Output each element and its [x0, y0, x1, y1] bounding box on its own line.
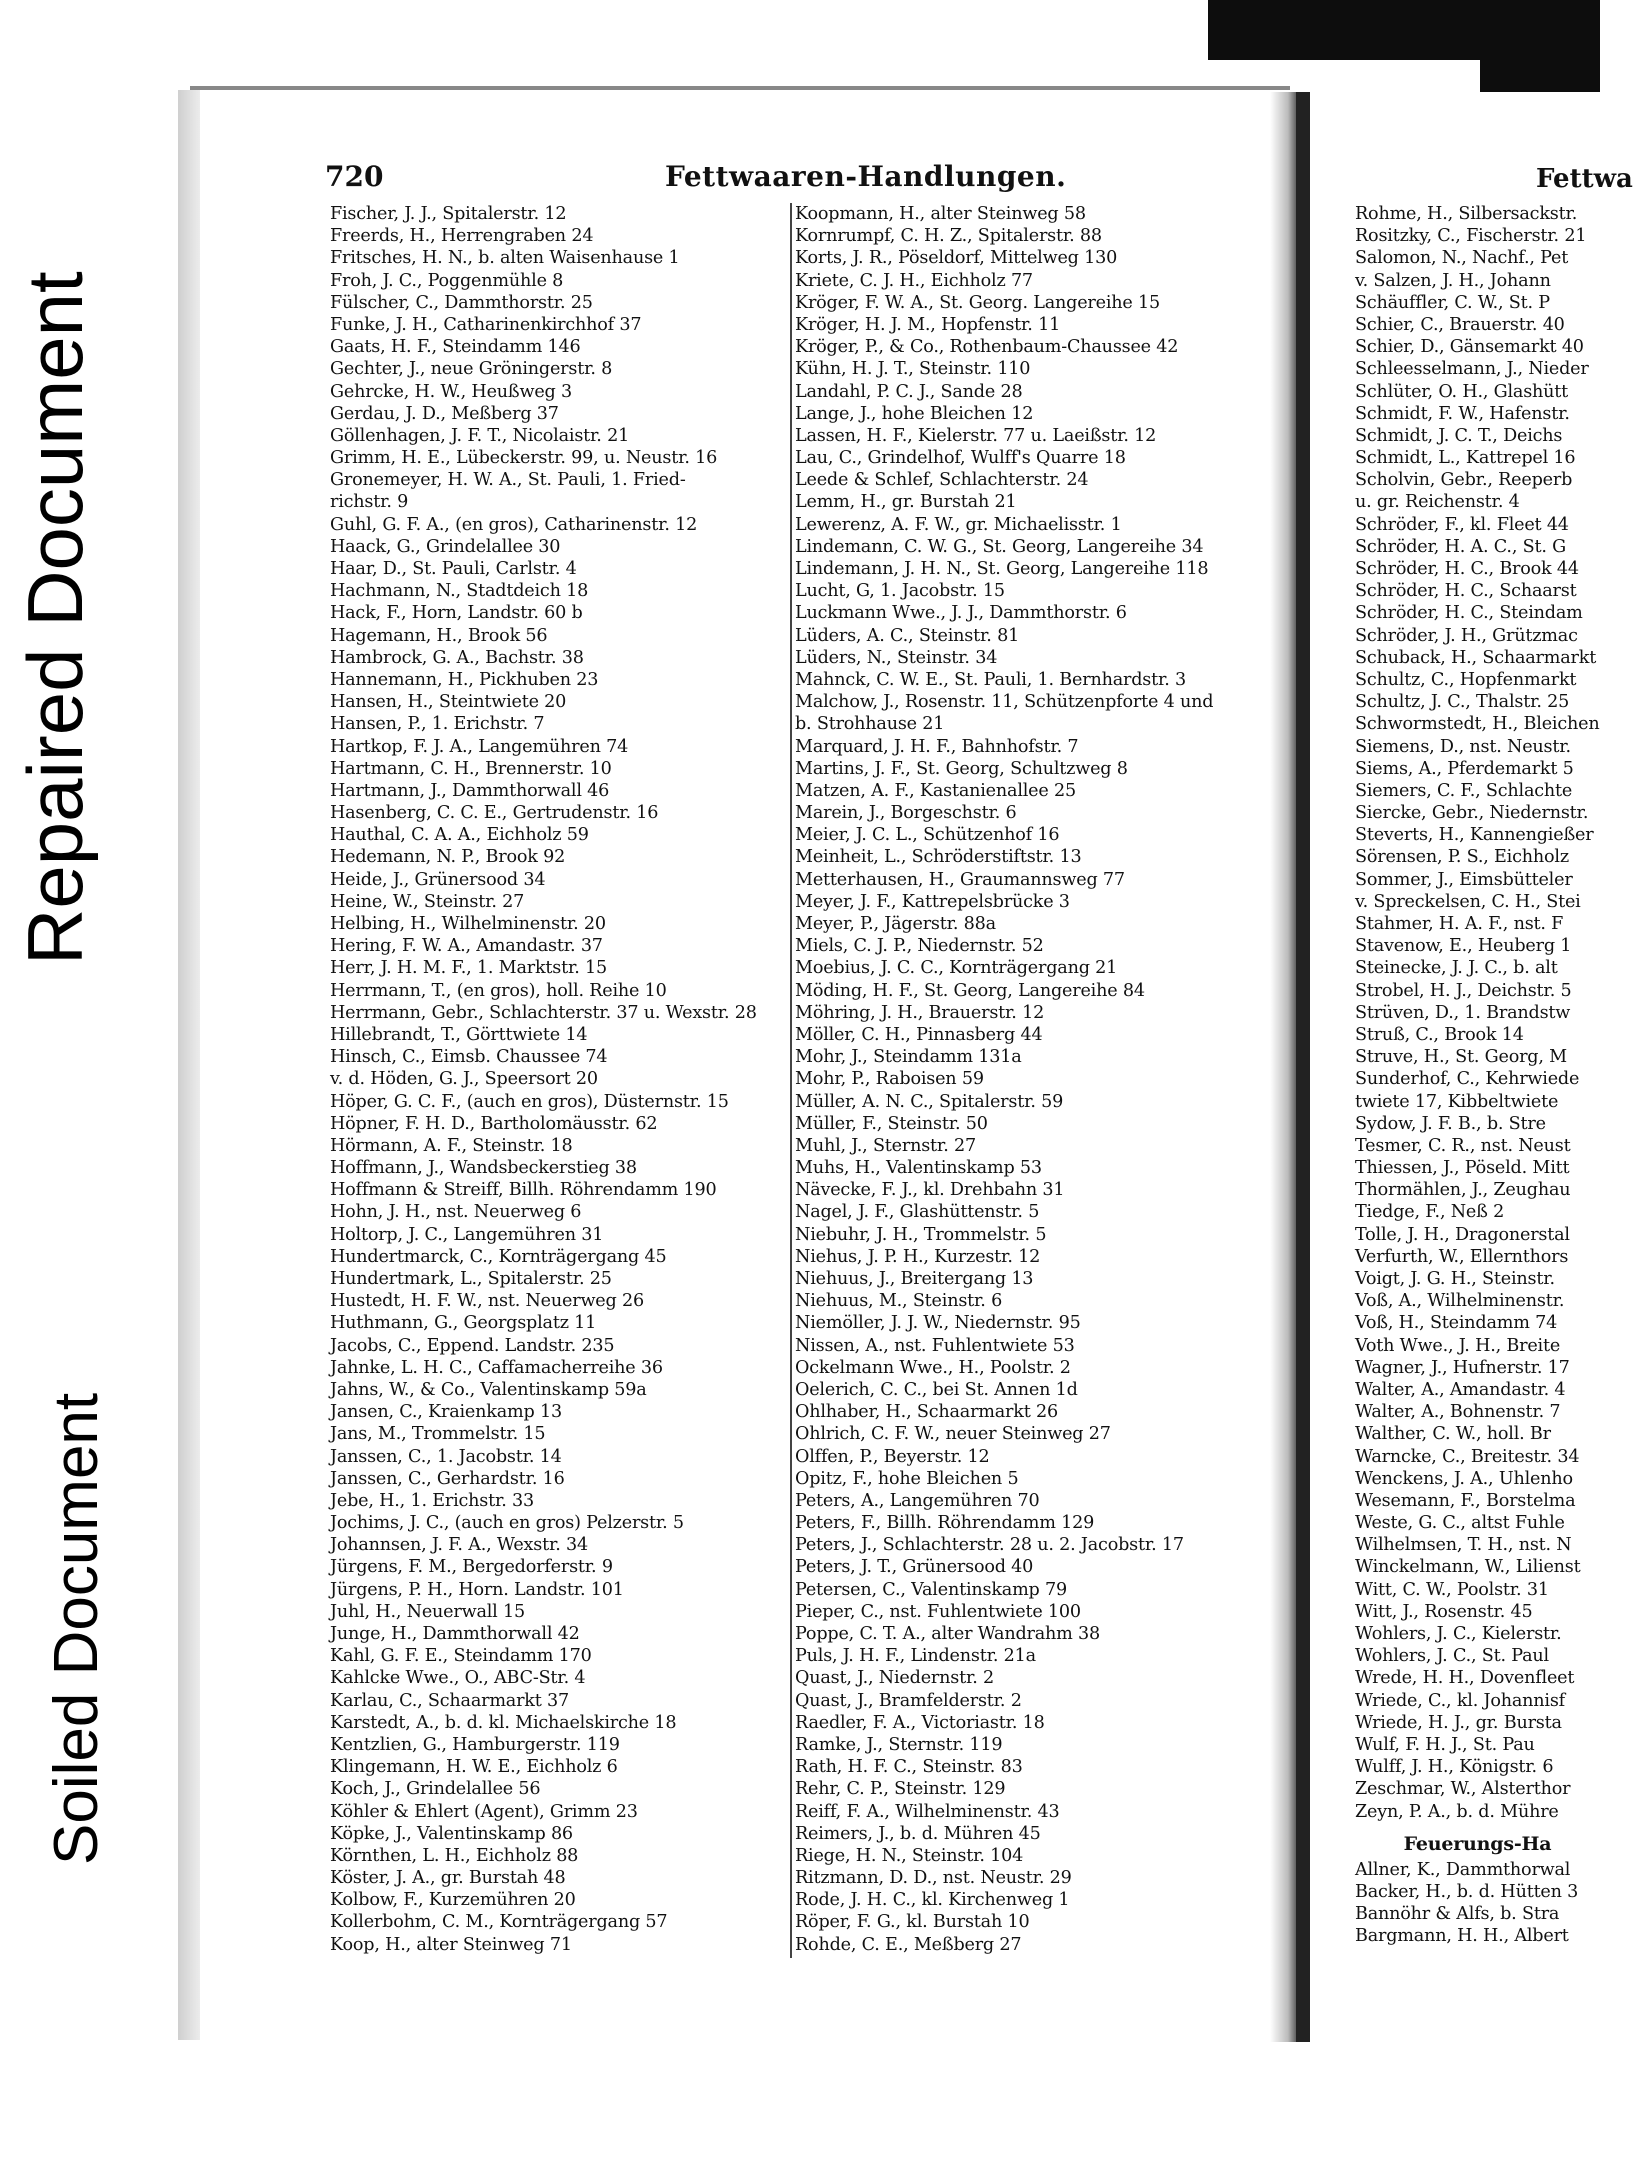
directory-entry: Lucht, G, 1. Jacobstr. 15 [795, 581, 1005, 602]
directory-entry: Rohde, C. E., Meßberg 27 [795, 1934, 1022, 1955]
directory-entry: Peters, F., Billh. Röhrendamm 129 [795, 1513, 1095, 1534]
directory-entry: Quast, J., Bramfelderstr. 2 [795, 1690, 1022, 1711]
directory-entry: Schleesselmann, J., Nieder [1355, 359, 1589, 380]
directory-entry: Mohr, P., Raboisen 59 [795, 1069, 984, 1090]
repaired-document-label: Repaired Document [11, 271, 99, 965]
directory-entry: Hinsch, C., Eimsb. Chaussee 74 [330, 1047, 608, 1068]
directory-entry: Witt, C. W., Poolstr. 31 [1355, 1579, 1549, 1600]
directory-entry: Malchow, J., Rosenstr. 11, Schützenpforte 4 und [795, 692, 1214, 713]
page-edge-shadow [178, 90, 200, 2040]
directory-entry: Moebius, J. C. C., Kornträgergang 21 [795, 958, 1118, 979]
directory-entry: Strüven, D., 1. Brandstw [1355, 1002, 1571, 1023]
directory-entry: Hustedt, H. F. W., nst. Neuerweg 26 [330, 1291, 644, 1312]
directory-entry: Freerds, H., Herrengraben 24 [330, 226, 594, 247]
directory-entry: Backer, H., b. d. Hütten 3 [1355, 1882, 1579, 1903]
directory-entry: Schultz, J. C., Thalstr. 25 [1355, 692, 1570, 713]
directory-entry: Stahmer, H. A. F., nst. F [1355, 914, 1564, 934]
directory-entry: Hedemann, N. P., Brook 92 [330, 847, 566, 868]
directory-entry: Siems, A., Pferdemarkt 5 [1355, 758, 1574, 779]
directory-entry: Lindemann, C. W. G., St. Georg, Langereihe 34 [795, 536, 1204, 557]
directory-entry: Miels, C. J. P., Niedernstr. 52 [795, 936, 1044, 957]
directory-entry: Warncke, C., Breitestr. 34 [1355, 1446, 1580, 1467]
directory-entry: Klingemann, H. W. E., Eichholz 6 [330, 1757, 618, 1778]
directory-entry: Verfurth, W., Ellernthors [1355, 1246, 1569, 1267]
directory-entry: Rath, H. F. C., Steinstr. 83 [795, 1757, 1023, 1778]
directory-entry: Gechter, J., neue Gröningerstr. 8 [330, 359, 613, 380]
directory-entry: Wenckens, J. A., Uhlenho [1355, 1468, 1573, 1489]
directory-entry: Herrmann, Gebr., Schlachterstr. 37 u. Wexstr. 28 [330, 1002, 757, 1023]
directory-entry: Wriede, C., kl. Johannisf [1355, 1690, 1565, 1711]
directory-entry: Voigt, J. G. H., Steinstr. [1355, 1269, 1555, 1289]
directory-entry: Karlau, C., Schaarmarkt 37 [330, 1690, 570, 1711]
directory-entry: Mahnck, C. W. E., St. Pauli, 1. Bernhardstr. 3 [795, 669, 1187, 690]
directory-entry: Landahl, P. C. J., Sande 28 [795, 381, 1023, 402]
directory-entry: Matzen, A. F., Kastanienallee 25 [795, 780, 1076, 801]
directory-entry: Kröger, H. J. M., Hopfenstr. 11 [795, 314, 1061, 335]
directory-entry: Hasenberg, C. C. E., Gertrudenstr. 16 [330, 803, 659, 824]
directory-entry: Meyer, J. F., Kattrepelsbrücke 3 [795, 891, 1070, 912]
directory-entry: Jochims, J. C., (auch en gros) Pelzerstr. 5 [330, 1513, 684, 1534]
directory-entry: Jansen, C., Kraienkamp 13 [330, 1402, 562, 1423]
directory-entry: Niebuhr, J. H., Trommelstr. 5 [795, 1224, 1047, 1245]
directory-entry: Jahns, W., & Co., Valentinskamp 59a [330, 1379, 647, 1400]
directory-entry: Opitz, F., hohe Bleichen 5 [795, 1468, 1019, 1489]
directory-entry: Steinecke, J. J. C., b. alt [1355, 958, 1558, 979]
directory-entry: v. Salzen, J. H., Johann [1355, 270, 1551, 291]
directory-entry: Voß, A., Wilhelminenstr. [1355, 1291, 1565, 1312]
directory-entry: Raedler, F. A., Victoriastr. 18 [795, 1712, 1045, 1733]
directory-entry: Zeschmar, W., Alsterthor [1355, 1779, 1571, 1800]
directory-entry: Kollerbohm, C. M., Kornträgergang 57 [330, 1912, 668, 1933]
directory-entry: Wriede, H. J., gr. Bursta [1355, 1712, 1562, 1733]
directory-entry: Korts, J. R., Pöseldorf, Mittelweg 130 [795, 248, 1118, 269]
directory-entry: Haack, G., Grindelallee 30 [330, 536, 561, 557]
directory-entry: Schier, D., Gänsemarkt 40 [1355, 337, 1584, 358]
directory-entry: Schlüter, O. H., Glashütt [1355, 381, 1569, 402]
directory-entry: Schröder, H. C., Steindam [1355, 603, 1583, 624]
directory-entry: Kriete, C. J. H., Eichholz 77 [795, 270, 1033, 291]
directory-entry: Nävecke, F. J., kl. Drehbahn 31 [795, 1180, 1065, 1201]
directory-entry: Koop, H., alter Steinweg 71 [330, 1934, 572, 1955]
directory-entry: Hansen, P., 1. Erichstr. 7 [330, 714, 545, 735]
directory-entry: Muhl, J., Sternstr. 27 [795, 1135, 976, 1156]
directory-entry: Schuback, H., Schaarmarkt [1355, 647, 1597, 668]
directory-entry: Marein, J., Borgeschstr. 6 [795, 803, 1017, 824]
directory-entry: Oelerich, C. C., bei St. Annen 1d [795, 1379, 1078, 1400]
directory-entry: Gehrcke, H. W., Heußweg 3 [330, 381, 572, 402]
directory-entry: Gronemeyer, H. W. A., St. Pauli, 1. Fried- [330, 470, 686, 491]
directory-entry: Röper, F. G., kl. Burstah 10 [795, 1912, 1030, 1933]
directory-entry: Lindemann, J. H. N., St. Georg, Langereihe 118 [795, 559, 1209, 579]
directory-entry: Wrede, H. H., Dovenfleet [1355, 1668, 1575, 1689]
directory-entry: Wagner, J., Hufnerstr. 17 [1355, 1357, 1570, 1378]
directory-entry: Siemens, D., nst. Neustr. [1355, 736, 1571, 757]
directory-entry: Hoffmann & Streiff, Billh. Röhrendamm 190 [330, 1180, 717, 1201]
directory-entry: Meinheit, L., Schröderstiftstr. 13 [795, 847, 1082, 868]
directory-entry: Hohn, J. H., nst. Neuerweg 6 [330, 1202, 582, 1223]
directory-entry: Jans, M., Trommelstr. 15 [330, 1424, 546, 1445]
directory-entry: Hundertmarck, C., Kornträgergang 45 [330, 1246, 667, 1267]
directory-entry: Köster, J. A., gr. Burstah 48 [330, 1868, 566, 1889]
directory-entry: Rohme, H., Silbersackstr. [1355, 204, 1578, 224]
directory-entry: Kröger, F. W. A., St. Georg. Langereihe 15 [795, 292, 1160, 313]
directory-entry: Niemöller, J. J. W., Niedernstr. 95 [795, 1313, 1081, 1334]
directory-entry: Jürgens, F. M., Bergedorferstr. 9 [330, 1557, 613, 1578]
directory-entry: Schröder, J. H., Grützmac [1355, 625, 1578, 646]
directory-entry: Wesemann, F., Borstelma [1355, 1490, 1576, 1511]
directory-entry: Juhl, H., Neuerwall 15 [330, 1601, 525, 1622]
scan-dark-border-2 [1480, 0, 1600, 100]
directory-entry: Poppe, C. T. A., alter Wandrahm 38 [795, 1624, 1101, 1644]
directory-entry: Meyer, P., Jägerstr. 88a [795, 914, 996, 934]
directory-entry: Hillebrandt, T., Görttwiete 14 [330, 1024, 588, 1045]
directory-entry: Kröger, P., & Co., Rothenbaum-Chaussee 42 [795, 337, 1179, 358]
directory-entry: Hörmann, A. F., Steinstr. 18 [330, 1135, 573, 1156]
directory-entry: Kentzlien, G., Hamburgerstr. 119 [330, 1734, 620, 1755]
directory-entry: Petersen, C., Valentinskamp 79 [795, 1579, 1068, 1600]
directory-entry: Niehuus, J., Breitergang 13 [795, 1269, 1034, 1289]
directory-entry: Reiff, F. A., Wilhelminenstr. 43 [795, 1801, 1060, 1822]
directory-entry: Siemers, C. F., Schlachte [1355, 780, 1573, 801]
directory-entry: Walter, A., Bohnenstr. 7 [1355, 1402, 1561, 1423]
directory-entry: Struß, C., Brook 14 [1355, 1024, 1524, 1045]
directory-entry: Riege, H. N., Steinstr. 104 [795, 1845, 1024, 1866]
directory-entry: Sörensen, P. S., Eichholz [1355, 847, 1569, 868]
directory-entry: Schwormstedt, H., Bleichen [1355, 714, 1600, 735]
directory-entry: Koopmann, H., alter Steinweg 58 [795, 204, 1086, 224]
directory-entry: Peters, J., Schlachterstr. 28 u. 2. Jacobstr. 17 [795, 1535, 1184, 1556]
directory-entry: v. Spreckelsen, C. H., Stei [1355, 891, 1581, 912]
directory-entry: Hering, F. W. A., Amandastr. 37 [330, 936, 603, 957]
directory-entry: Zeyn, P. A., b. d. Mühre [1355, 1801, 1559, 1822]
directory-entry: Reimers, J., b. d. Mühren 45 [795, 1823, 1041, 1844]
directory-entry: Hoffmann, J., Wandsbeckerstieg 38 [330, 1158, 637, 1179]
directory-entry: Möding, H. F., St. Georg, Langereihe 84 [795, 980, 1145, 1001]
directory-entry: Herrmann, T., (en gros), holl. Reihe 10 [330, 980, 667, 1001]
directory-entry: Meier, J. C. L., Schützenhof 16 [795, 825, 1060, 846]
directory-entry: Lau, C., Grindelhof, Wulff's Quarre 18 [795, 448, 1126, 469]
directory-entry: Siercke, Gebr., Niedernstr. [1355, 803, 1589, 824]
directory-entry: Steverts, H., Kannengießer [1355, 825, 1594, 846]
directory-entry: Froh, J. C., Poggenmühle 8 [330, 270, 564, 291]
directory-entry: Holtorp, J. C., Langemühren 31 [330, 1224, 604, 1245]
directory-entry: Thormählen, J., Zeughau [1355, 1180, 1571, 1201]
directory-entry: Hagemann, H., Brook 56 [330, 625, 548, 646]
directory-entry: Jacobs, C., Eppend. Landstr. 235 [330, 1335, 615, 1356]
directory-entry: Sydow, J. F. B., b. Stre [1355, 1113, 1546, 1134]
directory-entry: Huthmann, G., Georgsplatz 11 [330, 1313, 597, 1334]
directory-entry: v. d. Höden, G. J., Speersort 20 [330, 1069, 598, 1090]
directory-entry: Hambrock, G. A., Bachstr. 38 [330, 647, 584, 668]
directory-entry: Schröder, H. C., Brook 44 [1355, 559, 1579, 579]
directory-entry: Kahl, G. F. E., Steindamm 170 [330, 1646, 592, 1667]
directory-entry: Gaats, H. F., Steindamm 146 [330, 337, 581, 358]
directory-entry: Tesmer, C. R., nst. Neust [1355, 1135, 1571, 1156]
page-number: 720 [325, 160, 384, 193]
directory-entry: u. gr. Reichenstr. 4 [1355, 492, 1520, 513]
directory-entry: Hartkop, F. J. A., Langemühren 74 [330, 736, 629, 757]
directory-entry: Höpner, F. H. D., Bartholomäusstr. 62 [330, 1113, 658, 1134]
directory-entry: Schultz, C., Hopfenmarkt [1355, 669, 1577, 690]
directory-column-2 [795, 203, 1267, 1956]
directory-entry: Salomon, N., Nachf., Pet [1355, 248, 1569, 269]
binding-shadow [1296, 92, 1310, 2042]
directory-entry: Schäuffler, C. W., St. P [1355, 292, 1550, 313]
directory-entry: Fülscher, C., Dammthorstr. 25 [330, 292, 593, 313]
directory-entry: Sunderhof, C., Kehrwiede [1355, 1069, 1580, 1090]
directory-entry: Wulff, J. H., Königstr. 6 [1355, 1757, 1554, 1778]
directory-entry: Junge, H., Dammthorwall 42 [330, 1624, 580, 1644]
directory-entry: Hansen, H., Steintwiete 20 [330, 692, 567, 713]
directory-entry: Wulf, F. H. J., St. Pau [1355, 1734, 1535, 1755]
directory-entry: Hannemann, H., Pickhuben 23 [330, 669, 599, 690]
directory-entry: Pieper, C., nst. Fuhlentwiete 100 [795, 1601, 1081, 1622]
directory-entry: Weste, G. C., altst Fuhle [1355, 1513, 1565, 1534]
directory-entry: Voth Wwe., J. H., Breite [1355, 1335, 1561, 1356]
directory-entry: Ohlhaber, H., Schaarmarkt 26 [795, 1402, 1058, 1423]
directory-entry: Johannsen, J. F. A., Wexstr. 34 [330, 1535, 589, 1556]
directory-entry: Tolle, J. H., Dragonerstal [1355, 1224, 1570, 1245]
directory-entry: Lüders, A. C., Steinstr. 81 [795, 625, 1020, 646]
directory-entry: Martins, J. F., St. Georg, Schultzweg 8 [795, 758, 1128, 779]
directory-entry: Witt, J., Rosenstr. 45 [1355, 1601, 1533, 1622]
directory-entry: Lange, J., hohe Bleichen 12 [795, 403, 1034, 424]
directory-entry: Bargmann, H. H., Albert [1355, 1926, 1569, 1947]
directory-entry: Möhring, J. H., Brauerstr. 12 [795, 1002, 1045, 1023]
directory-entry: Schier, C., Brauerstr. 40 [1355, 314, 1565, 335]
directory-entry: b. Strohhause 21 [795, 714, 945, 735]
section-heading: Feuerungs-Ha [1403, 1832, 1552, 1855]
directory-entry: Thiessen, J., Pöseld. Mitt [1355, 1158, 1570, 1179]
directory-entry: twiete 17, Kibbeltwiete [1355, 1091, 1559, 1112]
directory-entry: Wohlers, J. C., St. Paul [1355, 1646, 1549, 1667]
page-top-edge [190, 86, 1290, 90]
directory-column-3 [1355, 203, 1600, 1948]
directory-entry: Hauthal, C. A. A., Eichholz 59 [330, 825, 589, 846]
directory-entry: Kahlcke Wwe., O., ABC-Str. 4 [330, 1668, 586, 1689]
directory-entry: Schmidt, J. C. T., Deichs [1355, 425, 1563, 446]
directory-entry: Niehuus, M., Steinstr. 6 [795, 1291, 1003, 1312]
directory-entry: Sommer, J., Eimsbütteler [1355, 869, 1573, 890]
directory-entry: Hartmann, C. H., Brennerstr. 10 [330, 758, 612, 779]
page-title: Fettwaaren-Handlungen. [665, 160, 1067, 193]
directory-entry: Gerdau, J. D., Meßberg 37 [330, 403, 559, 424]
directory-entry: Peters, A., Langemühren 70 [795, 1490, 1040, 1511]
directory-entry: Grimm, H. E., Lübeckerstr. 99, u. Neustr. 16 [330, 448, 718, 469]
directory-entry: Strobel, H. J., Deichstr. 5 [1355, 980, 1572, 1001]
directory-entry: Höper, G. C. F., (auch en gros), Düsternstr. 15 [330, 1091, 729, 1112]
directory-entry: Koch, J., Grindelallee 56 [330, 1779, 541, 1800]
directory-entry: Lemm, H., gr. Burstah 21 [795, 492, 1017, 513]
directory-entry: Walter, A., Amandastr. 4 [1355, 1379, 1566, 1400]
directory-entry: Herr, J. H. M. F., 1. Marktstr. 15 [330, 958, 608, 979]
directory-entry: Möller, C. H., Pinnasberg 44 [795, 1024, 1043, 1045]
directory-entry: Lassen, H. F., Kielerstr. 77 u. Laeißstr. 12 [795, 425, 1157, 446]
directory-entry: Nissen, A., nst. Fuhlentwiete 53 [795, 1335, 1075, 1356]
directory-entry: Kühn, H. J. T., Steinstr. 110 [795, 359, 1031, 380]
directory-entry: Nagel, J. F., Glashüttenstr. 5 [795, 1202, 1040, 1223]
directory-entry: Köhler & Ehlert (Agent), Grimm 23 [330, 1801, 638, 1822]
directory-entry: Hartmann, J., Dammthorwall 46 [330, 780, 610, 801]
column-divider [790, 203, 792, 1958]
directory-entry: Jürgens, P. H., Horn. Landstr. 101 [330, 1579, 624, 1600]
right-page-title: Fettwa [1536, 164, 1633, 194]
soiled-document-label: Soiled Document [42, 1392, 111, 1865]
directory-entry: Hundertmark, L., Spitalerstr. 25 [330, 1269, 612, 1289]
directory-entry: Heide, J., Grünersood 34 [330, 869, 546, 890]
directory-entry: Niehus, J. P. H., Kurzestr. 12 [795, 1246, 1041, 1267]
directory-entry: Schröder, F., kl. Fleet 44 [1355, 514, 1569, 535]
directory-entry: richstr. 9 [330, 492, 409, 513]
directory-entry: Hack, F., Horn, Landstr. 60 b [330, 603, 583, 624]
directory-entry: Kolbow, F., Kurzemühren 20 [330, 1890, 576, 1911]
directory-entry: Rode, J. H. C., kl. Kirchenweg 1 [795, 1890, 1070, 1911]
directory-entry: Kornrumpf, C. H. Z., Spitalerstr. 88 [795, 226, 1102, 247]
directory-entry: Wilhelmsen, T. H., nst. N [1355, 1535, 1572, 1556]
directory-entry: Funke, J. H., Catharinenkirchhof 37 [330, 314, 642, 335]
directory-column-1 [330, 203, 795, 1956]
directory-entry: Voß, H., Steindamm 74 [1355, 1313, 1558, 1334]
directory-entry: Stavenow, E., Heuberg 1 [1355, 936, 1572, 957]
directory-entry: Karstedt, A., b. d. kl. Michaelskirche 18 [330, 1712, 677, 1733]
directory-entry: Ritzmann, D. D., nst. Neustr. 29 [795, 1868, 1072, 1889]
directory-entry: Hachmann, N., Stadtdeich 18 [330, 581, 589, 602]
directory-entry: Rehr, C. P., Steinstr. 129 [795, 1779, 1006, 1800]
directory-entry: Schröder, H. A. C., St. G [1355, 536, 1566, 557]
directory-entry: Lewerenz, A. F. W., gr. Michaelisstr. 1 [795, 514, 1122, 535]
directory-entry: Schmidt, L., Kattrepel 16 [1355, 448, 1576, 469]
directory-entry: Körnthen, L. H., Eichholz 88 [330, 1845, 579, 1866]
directory-entry: Scholvin, Gebr., Reeperb [1355, 470, 1573, 491]
directory-entry: Fischer, J. J., Spitalerstr. 12 [330, 204, 567, 224]
directory-entry: Luckmann Wwe., J. J., Dammthorstr. 6 [795, 603, 1127, 624]
directory-entry: Köpke, J., Valentinskamp 86 [330, 1823, 573, 1844]
directory-entry: Jahnke, L. H. C., Caffamacherreihe 36 [330, 1357, 663, 1378]
directory-entry: Leede & Schlef, Schlachterstr. 24 [795, 470, 1089, 491]
directory-entry: Metterhausen, H., Graumannsweg 77 [795, 869, 1125, 890]
directory-entry: Marquard, J. H. F., Bahnhofstr. 7 [795, 736, 1079, 757]
directory-entry: Ohlrich, C. F. W., neuer Steinweg 27 [795, 1424, 1111, 1445]
directory-entry: Winckelmann, W., Lilienst [1355, 1557, 1581, 1578]
directory-entry: Lüders, N., Steinstr. 34 [795, 647, 998, 668]
directory-entry: Wohlers, J. C., Kielerstr. [1355, 1624, 1562, 1644]
directory-entry: Puls, J. H. F., Lindenstr. 21a [795, 1646, 1036, 1667]
directory-entry: Allner, K., Dammthorwal [1355, 1859, 1571, 1880]
directory-entry: Janssen, C., 1. Jacobstr. 14 [330, 1446, 562, 1467]
directory-entry: Tiedge, F., Neß 2 [1355, 1202, 1505, 1223]
directory-entry: Muhs, H., Valentinskamp 53 [795, 1158, 1042, 1179]
directory-entry: Schröder, H. C., Schaarst [1355, 581, 1577, 602]
directory-entry: Müller, F., Steinstr. 50 [795, 1113, 988, 1134]
directory-entry: Heine, W., Steinstr. 27 [330, 891, 525, 912]
directory-entry: Schmidt, F. W., Hafenstr. [1355, 403, 1570, 424]
directory-entry: Rositzky, C., Fischerstr. 21 [1355, 226, 1587, 247]
directory-entry: Walther, C. W., holl. Br [1355, 1424, 1551, 1445]
directory-entry: Ramke, J., Sternstr. 119 [795, 1734, 1003, 1755]
directory-entry: Helbing, H., Wilhelminenstr. 20 [330, 914, 606, 934]
directory-entry: Quast, J., Niedernstr. 2 [795, 1668, 994, 1689]
directory-entry: Guhl, G. F. A., (en gros), Catharinenstr. 12 [330, 514, 698, 535]
directory-entry: Janssen, C., Gerhardstr. 16 [330, 1468, 565, 1489]
directory-entry: Göllenhagen, J. F. T., Nicolaistr. 21 [330, 425, 630, 446]
directory-entry: Bannöhr & Alfs, b. Stra [1355, 1904, 1560, 1925]
directory-entry: Struve, H., St. Georg, M [1355, 1047, 1567, 1068]
directory-entry: Fritsches, H. N., b. alten Waisenhause 1 [330, 248, 680, 269]
directory-entry: Müller, A. N. C., Spitalerstr. 59 [795, 1091, 1064, 1112]
directory-entry: Ockelmann Wwe., H., Poolstr. 2 [795, 1357, 1071, 1378]
directory-entry: Haar, D., St. Pauli, Carlstr. 4 [330, 559, 577, 579]
directory-entry: Mohr, J., Steindamm 131a [795, 1047, 1022, 1068]
directory-entry: Peters, J. T., Grünersood 40 [795, 1557, 1034, 1578]
directory-entry: Jebe, H., 1. Erichstr. 33 [330, 1490, 535, 1511]
directory-entry: Olffen, P., Beyerstr. 12 [795, 1446, 990, 1467]
